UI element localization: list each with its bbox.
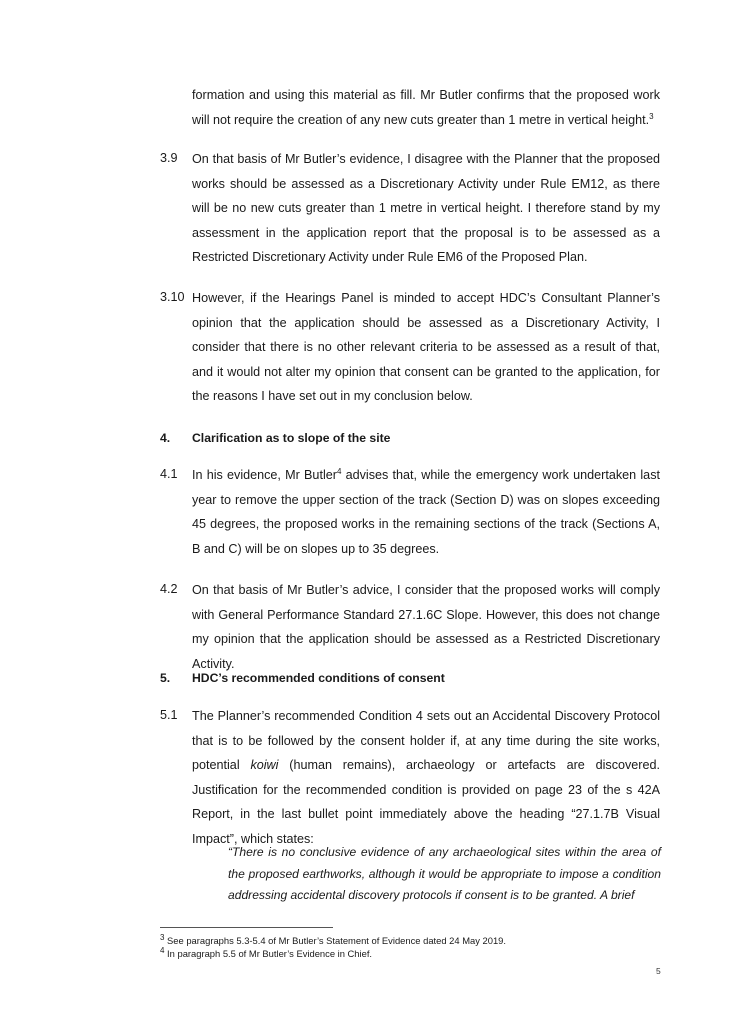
section-title: Clarification as to slope of the site — [192, 431, 391, 445]
block-quote: “There is no conclusive evidence of any archaeological sites within the area of the proposed earthworks, although it would be appropriate to impose a condition addressing accidental discovery protocols if consent is to be granted. A brief — [228, 845, 661, 902]
section-number: 5. — [160, 671, 171, 685]
paragraph-text-end: advises that, while the emergency work undertaken last year to remove the upper section of the track (Section D) was on slopes exceeding 45 degrees, the proposed works in the remaining sections of the track (Sections A, B and C) will be on slopes up to 35 degrees. — [192, 468, 660, 556]
paragraph-text — [192, 463, 660, 561]
footnote-3 — [160, 934, 506, 947]
paragraph-number: 4.1 — [160, 467, 178, 481]
paragraph-text-end: (human remains), archaeology or artefacts are discovered. Justification for the recommended condition is provided on page 23 of the s 42A Report, in the last bullet point immediately above the heading “27.1.7B Visual Impact”, which states: — [192, 758, 661, 846]
page-number: 5 — [656, 966, 661, 976]
paragraph-number: 5.1 — [160, 708, 178, 722]
footnote-ref-4: 4 — [336, 466, 342, 476]
paragraph-text-start: The Planner’s recommended Condition 4 sets out an Accidental Discovery Protocol that is to be followed by the consent holder if, at any time during the site works, potential — [192, 709, 660, 773]
italic-term: koiwi — [250, 758, 279, 773]
footnote-4 — [160, 947, 372, 960]
paragraph-text-start: In his evidence, Mr Butler — [192, 468, 337, 482]
paragraph-text: On that basis of Mr Butler’s evidence, I disagree with the Planner that the proposed works should be assessed as a Discretionary Activity under Rule EM12, as there will be no new cuts greater than 1 metre in vertical height. I therefore stand by my assessment in the application report that the proposal is to be assessed as a Restricted Discretionary Activity under Rule EM6 of the Proposed Plan. — [192, 152, 660, 265]
section-title: HDC’s recommended conditions of consent — [192, 671, 445, 685]
paragraph-number: 3.9 — [160, 151, 178, 165]
footnote-marker: 3 — [160, 932, 165, 942]
footnote-text: See paragraphs 5.3-5.4 of Mr Butler’s Statement of Evidence dated 24 May 2019. — [164, 935, 506, 946]
footnote-separator — [160, 927, 333, 928]
footnote-marker: 4 — [160, 945, 165, 955]
paragraph-text: However, if the Hearings Panel is minded to accept HDC’s Consultant Planner’s opinion that the application should be assessed as a Discretionary Activity, I consider that there is no other relevant criteria to be assessed as a result of that, and it would not alter my opinion that consent can be granted to the application, for the reasons I have set out in my conclusion below. — [192, 291, 660, 404]
paragraph-text: On that basis of Mr Butler’s advice, I consider that the proposed works will comply with General Performance Standard 27.1.6C Slope. However, this does not change my opinion that the application should be assessed as a Restricted Discretionary Activity. — [192, 583, 660, 671]
paragraph-text — [192, 704, 660, 852]
section-number: 4. — [160, 431, 171, 445]
continued-paragraph — [192, 83, 660, 132]
continued-paragraph-text: formation and using this material as fill. Mr Butler confirms that the proposed work will not require the creation of any new cuts greater than 1 metre in vertical height. — [192, 88, 660, 127]
footnote-text: In paragraph 5.5 of Mr Butler’s Evidence in Chief. — [164, 948, 373, 959]
paragraph-number: 3.10 — [160, 290, 185, 304]
footnote-ref-3: 3 — [649, 111, 654, 121]
paragraph-number: 4.2 — [160, 582, 178, 596]
